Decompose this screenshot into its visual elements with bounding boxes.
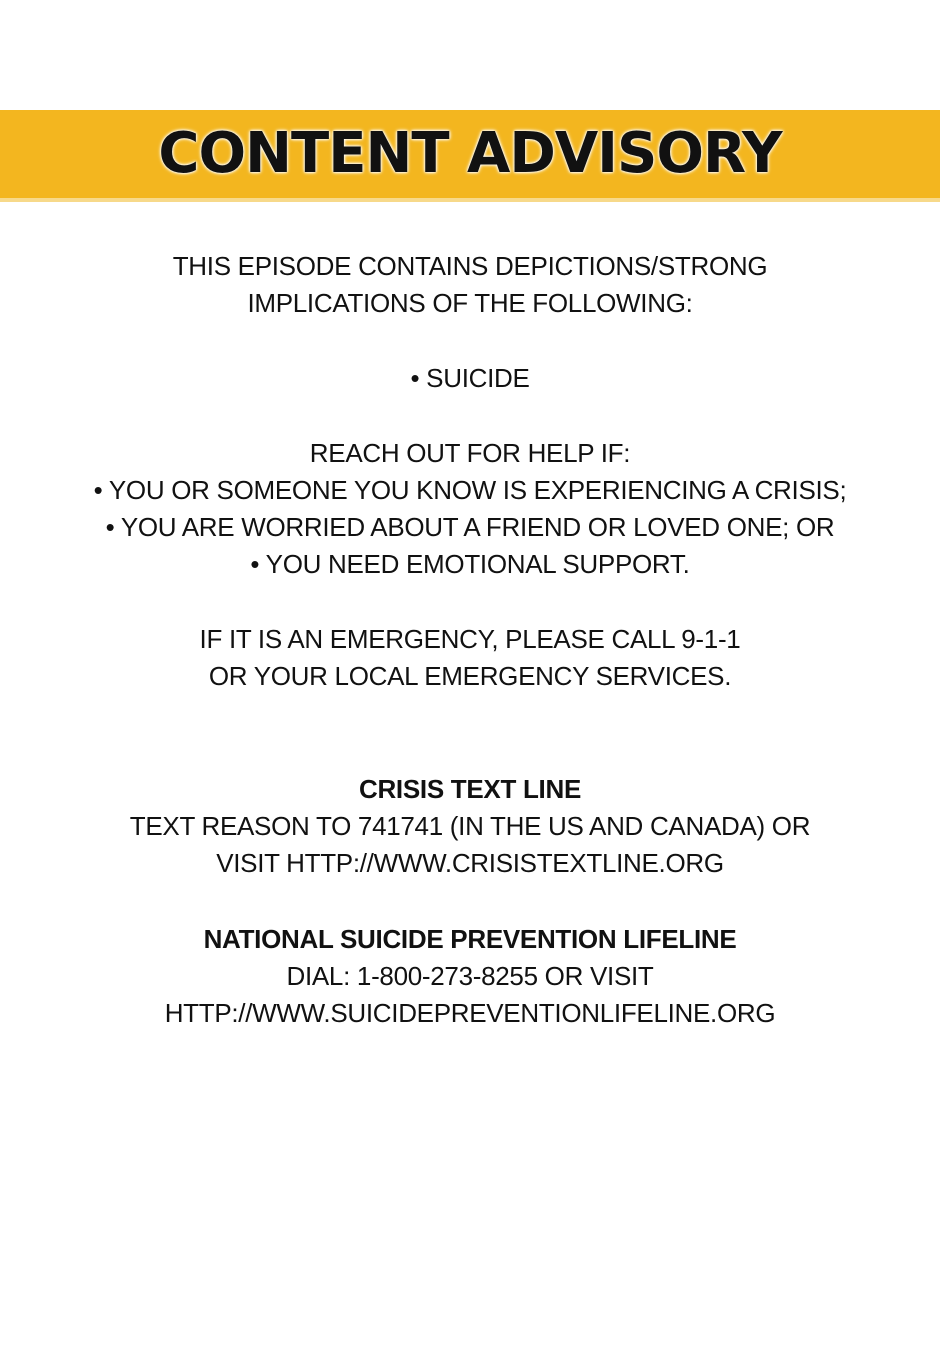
banner-title: CONTENT ADVISORY [158,121,782,186]
crisis-text-line-line-2: VISIT HTTP://WWW.CRISISTEXTLINE.ORG [216,848,724,878]
crisis-text-line-line-1: TEXT REASON TO 741741 (IN THE US AND CANADA) OR [129,811,811,841]
intro-line-1: THIS EPISODE CONTAINS DEPICTIONS/STRONG [172,251,768,281]
crisis-text-line-block [0,771,940,882]
reach-out-item: • YOU OR SOMEONE YOU KNOW IS EXPERIENCING A CRISIS; [93,475,847,505]
emergency-line-2: OR YOUR LOCAL EMERGENCY SERVICES. [208,661,732,691]
topics-list [0,360,940,397]
reach-out-item: • YOU ARE WORRIED ABOUT A FRIEND OR LOVED ONE; OR [105,512,835,542]
lifeline-title: NATIONAL SUICIDE PREVENTION LIFELINE [203,924,737,954]
reach-out-block [0,435,940,583]
lifeline-line-1: DIAL: 1-800-273-8255 OR VISIT [286,961,654,991]
lifeline-line-2: HTTP://WWW.SUICIDEPREVENTIONLIFELINE.ORG [164,998,776,1028]
emergency-line-1: IF IT IS AN EMERGENCY, PLEASE CALL 9-1-1 [199,624,741,654]
lifeline-block [0,921,940,1032]
topic-item-suicide: • SUICIDE [410,363,530,393]
crisis-text-line-title: CRISIS TEXT LINE [358,774,581,804]
emergency-block [0,621,940,695]
advisory-banner [0,110,940,202]
reach-out-item: • YOU NEED EMOTIONAL SUPPORT. [250,549,690,579]
intro-line-2: IMPLICATIONS OF THE FOLLOWING: [247,288,693,318]
intro-block [0,248,940,322]
reach-out-heading: REACH OUT FOR HELP IF: [309,438,631,468]
